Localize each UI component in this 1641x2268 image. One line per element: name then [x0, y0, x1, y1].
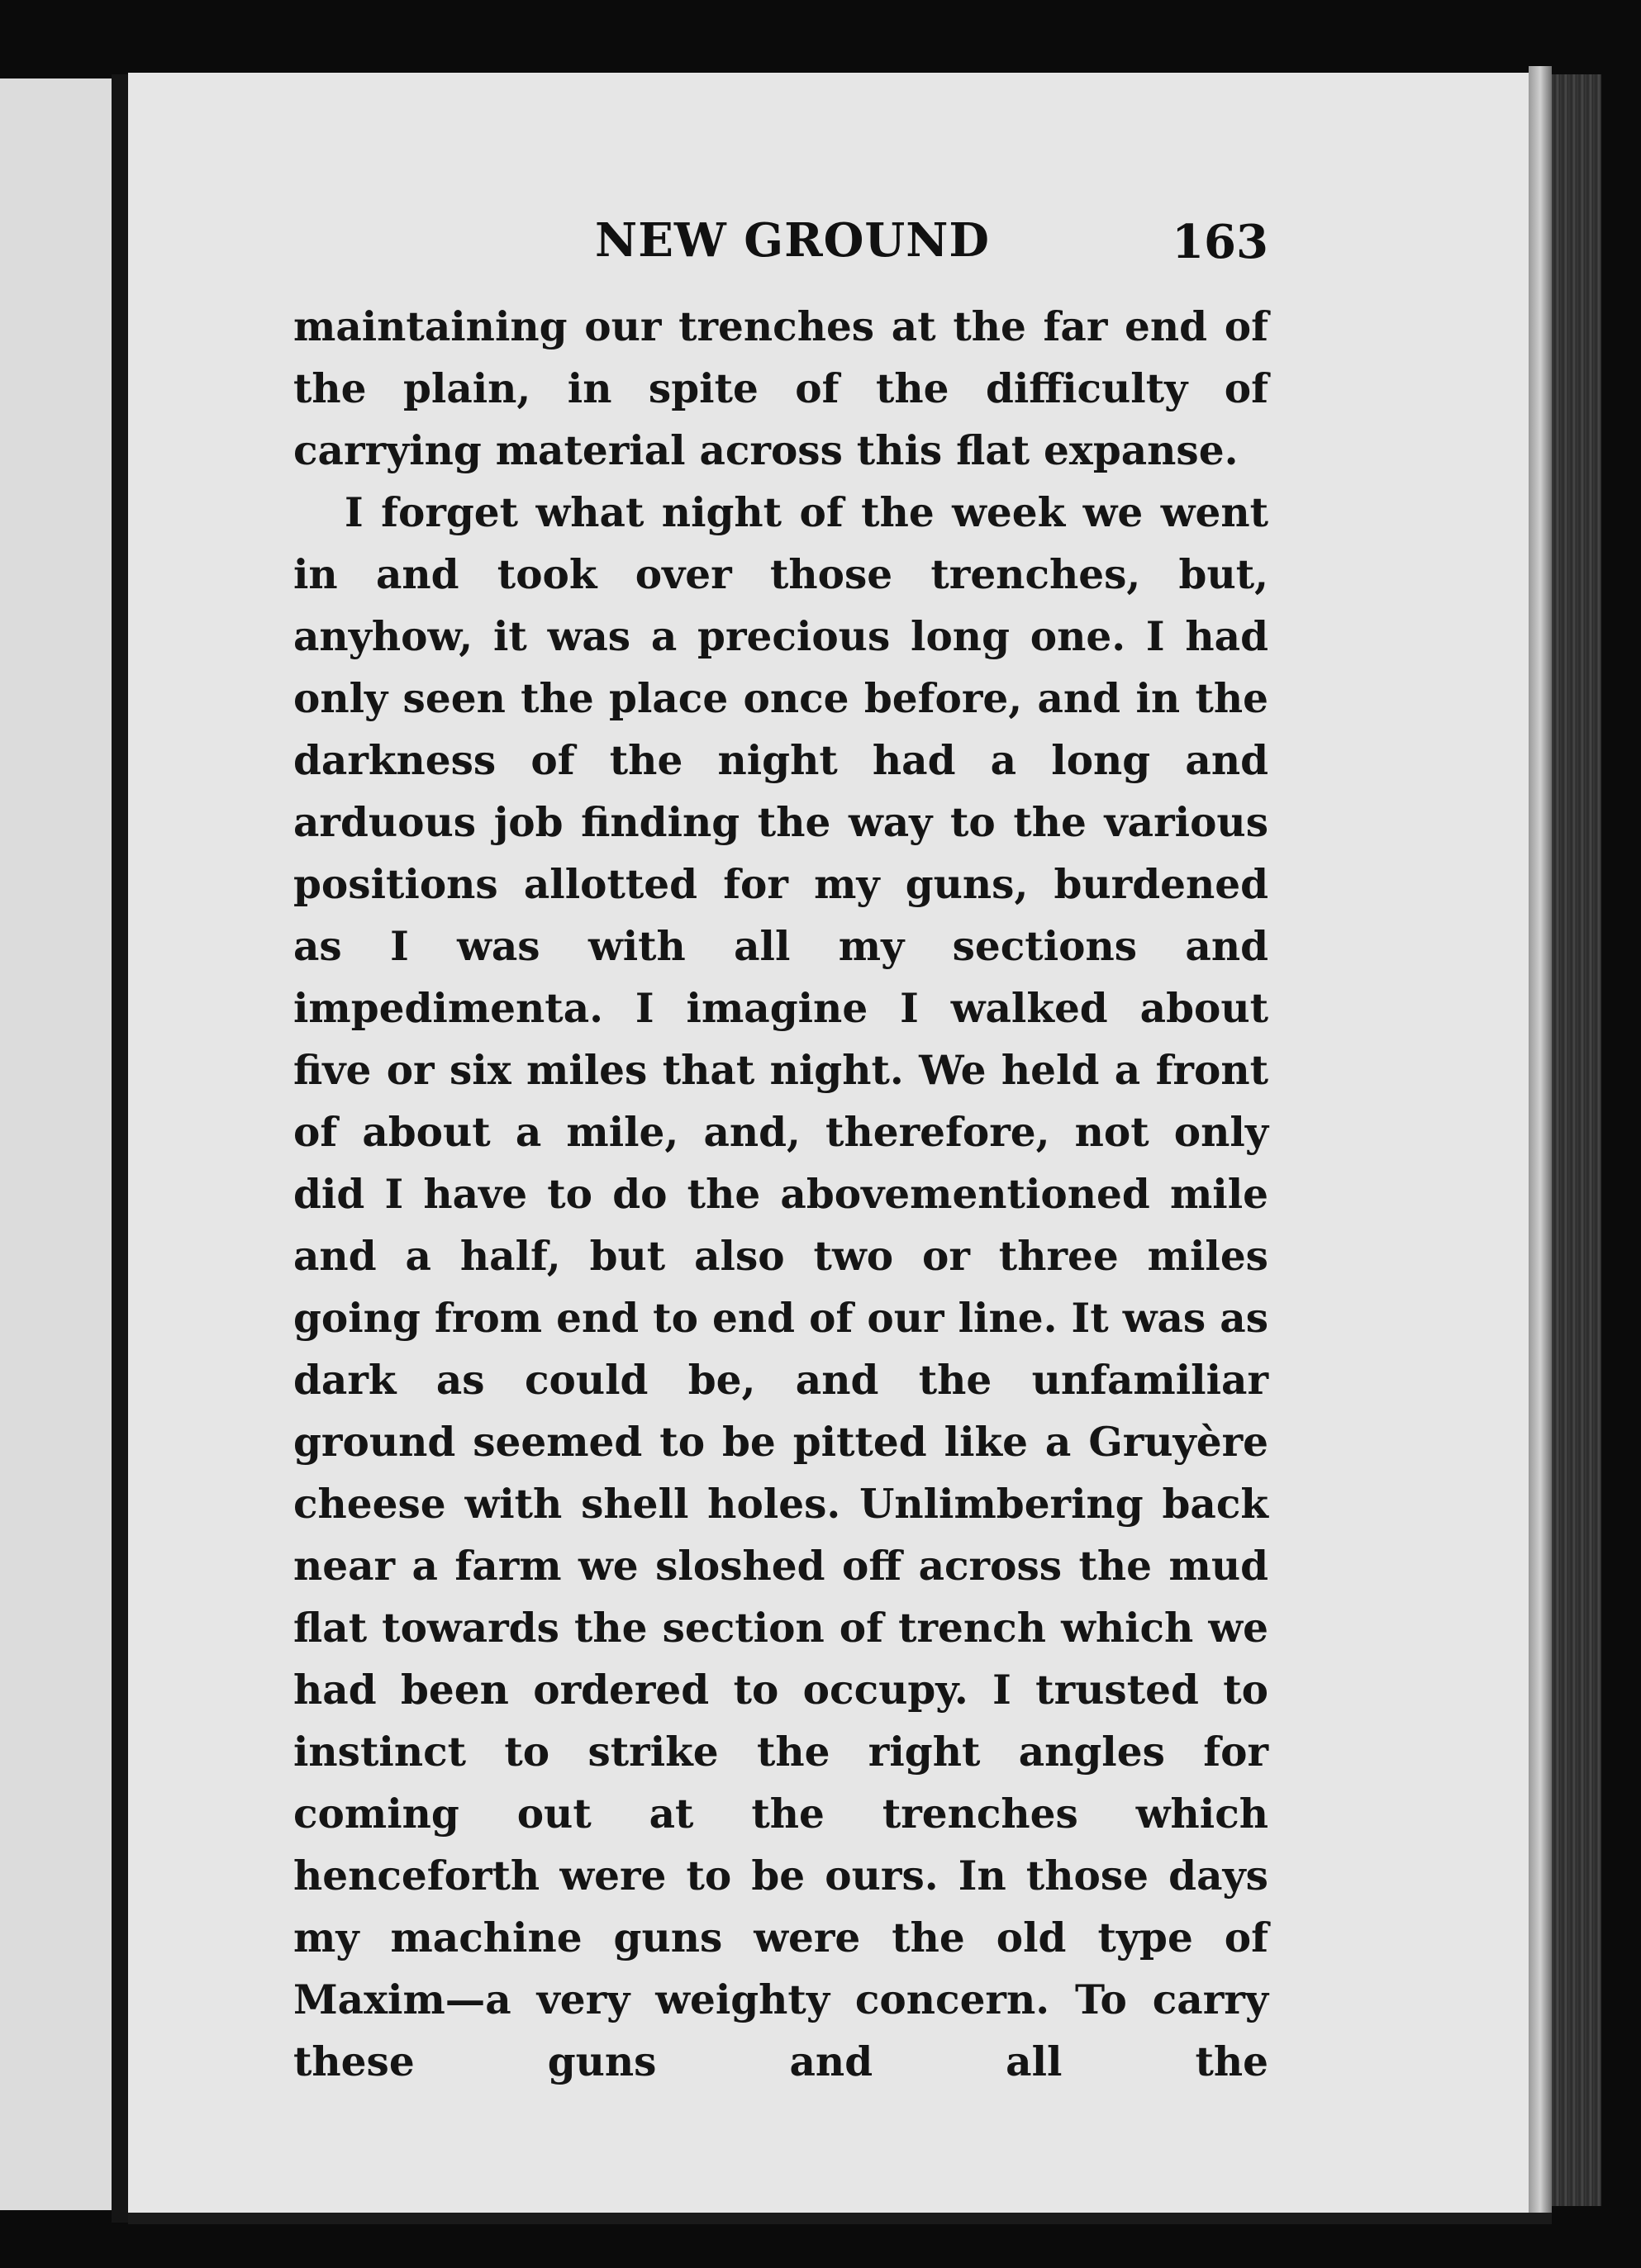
gutter-shadow — [112, 74, 128, 2223]
chapter-title: NEW GROUND — [595, 213, 990, 268]
facing-page-edge — [0, 78, 112, 2210]
page-fore-edge — [1529, 66, 1552, 2223]
page-number: 163 — [1172, 215, 1268, 269]
running-head — [293, 213, 1268, 279]
book-binding — [1552, 74, 1601, 2206]
body-text — [293, 296, 1268, 2093]
paragraph: I forget what night of the week we went in and took over those trenches, but, anyhow, it was a precious long one. I had only seen the place once before, and in the darkness of the night had a long and arduous job finding the way to the various positions allotted for my guns, burdened as I was with all my sections and impedimenta. I imagine I walked about five or six miles that night. We held a front of about a mile, and, therefore, not only did I have to do the abovementioned mile and a half, but also two or three miles going from end to end of our line. It was as dark as could be, and the unfamiliar ground seemed to be pitted like a Gruyère cheese with shell holes. Unlimbering back near a farm we sloshed off across the mud flat towards the section of trench which we had been ordered to occupy. I trusted to instinct to strike the right angles for coming out at the trenches which henceforth were to be ours. In those days my machine guns were the old type of Maxim—a very weighty concern. To carry these guns and all the — [293, 489, 1268, 2085]
paragraph-continued: maintaining our trenches at the far end of the plain, in spite of the difficulty of carrying material across this flat expanse. — [293, 303, 1268, 474]
page-bottom-shadow — [128, 2213, 1552, 2224]
